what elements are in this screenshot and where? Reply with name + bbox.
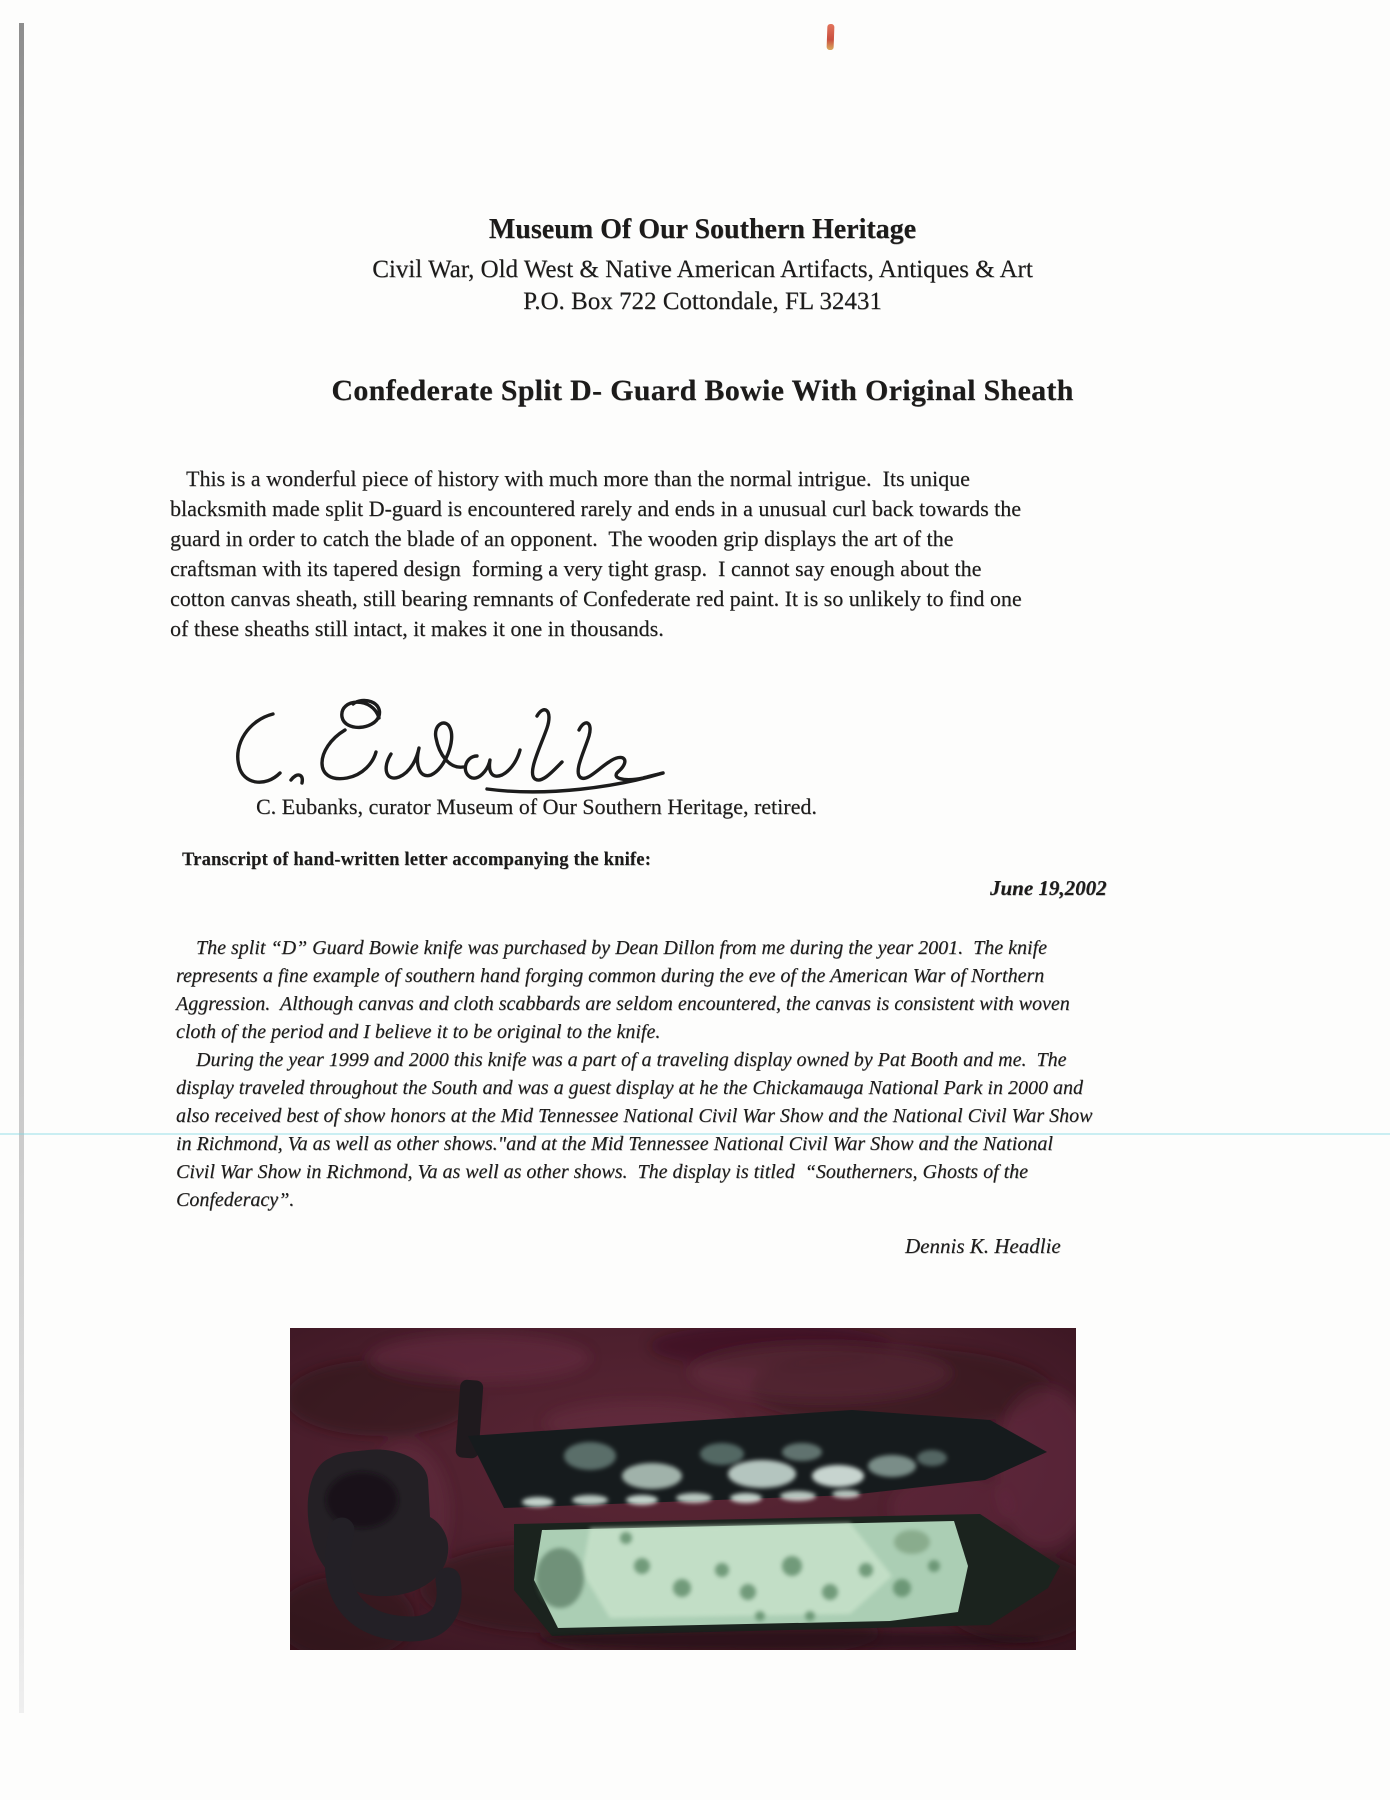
description-line: craftsman with its tapered design forming a very tight grasp. I cannot say enough about the xyxy=(170,556,982,581)
transcript-line: in Richmond, Va as well as other shows."and at the Mid Tennessee National Civil War Show and the National xyxy=(176,1133,1053,1155)
description-line: blacksmith made split D-guard is encountered rarely and ends in a unusual curl back towards the xyxy=(170,496,1022,521)
knife-photo-image xyxy=(290,1328,1076,1650)
description-line: cotton canvas sheath, still bearing remnants of Confederate red paint. It is so unlikely to find one xyxy=(170,586,1022,611)
document-title: Confederate Split D- Guard Bowie With Original Sheath xyxy=(331,374,1074,407)
transcript-date: June 19,2002 xyxy=(990,876,1107,900)
letterhead-org-name: Museum Of Our Southern Heritage xyxy=(488,214,917,245)
letterhead-address: P.O. Box 722 Cottondale, FL 32431 xyxy=(523,288,882,315)
transcript-letter xyxy=(176,934,1092,1214)
transcript-line: also received best of show honors at the Mid Tennessee National Civil War Show and the National Civil War Show xyxy=(176,1105,1093,1127)
transcript-line: Confederacy”. xyxy=(176,1189,295,1211)
transcript-line: represents a fine example of southern hand forging common during the eve of the American War of Northern xyxy=(176,965,1045,987)
signature-handwriting xyxy=(225,690,665,808)
description-line: guard in order to catch the blade of an opponent. The wooden grip displays the art of the xyxy=(170,526,954,551)
transcript-line: Civil War Show in Richmond, Va as well as other shows. The display is titled “Southerners, Ghosts of the xyxy=(176,1161,1029,1183)
description-line: This is a wonderful piece of history with much more than the normal intrigue. Its unique xyxy=(186,466,970,491)
scan-line-artifact xyxy=(0,1133,1390,1135)
red-ink-mark xyxy=(827,24,835,50)
description-line: of these sheaths still intact, it makes it one in thousands. xyxy=(170,616,664,641)
description-paragraph xyxy=(170,464,1022,644)
letterhead-tagline: Civil War, Old West & Native American Artifacts, Antiques & Art xyxy=(372,256,1033,283)
transcript-line: The split “D” Guard Bowie knife was purchased by Dean Dillon from me during the year 2001. The knife xyxy=(196,937,1048,959)
transcript-intro: Transcript of hand-written letter accompanying the knife: xyxy=(182,850,652,870)
knife-photo xyxy=(290,1328,1076,1650)
transcript-line: During the year 1999 and 2000 this knife was a part of a traveling display owned by Pat Booth and me. The xyxy=(196,1049,1067,1071)
signature-caption: C. Eubanks, curator Museum of Our Southern Heritage, retired. xyxy=(256,794,817,819)
transcript-line: Aggression. Although canvas and cloth scabbards are seldom encountered, the canvas is consistent with woven xyxy=(176,993,1070,1015)
transcript-signoff: Dennis K. Headlie xyxy=(905,1234,1061,1258)
transcript-line: display traveled throughout the South and was a guest display at he the Chickamauga National Park in 2000 and xyxy=(176,1077,1083,1099)
transcript-line: cloth of the period and I believe it to be original to the knife. xyxy=(176,1021,661,1043)
